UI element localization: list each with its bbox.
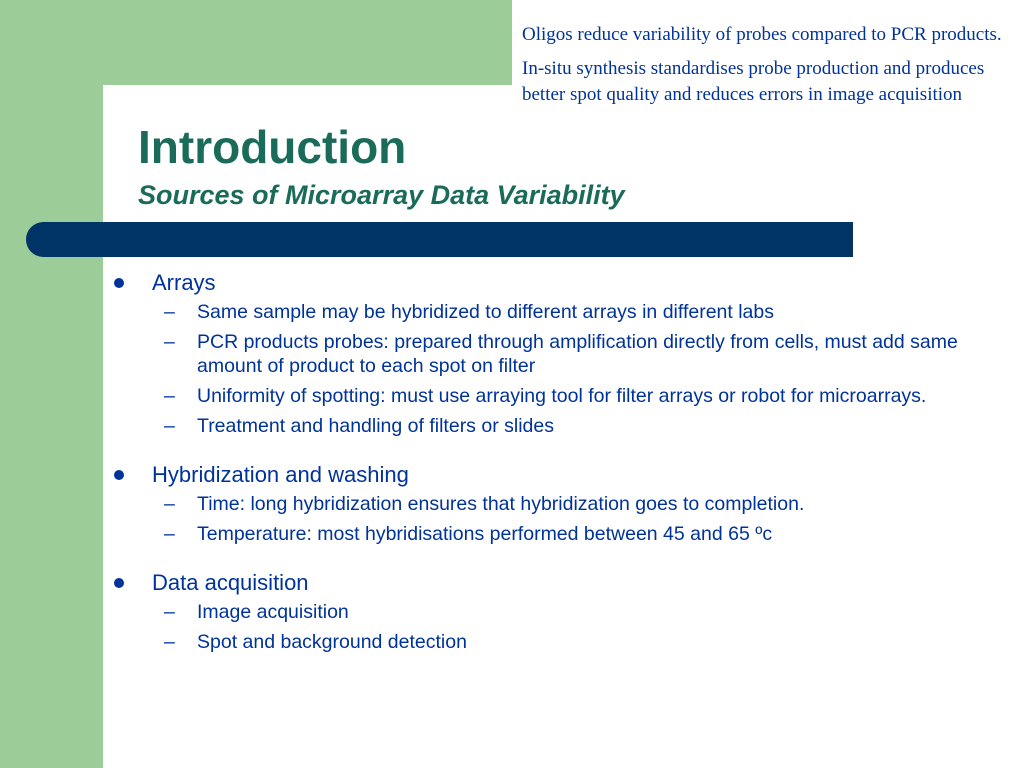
dash-icon: –	[164, 631, 175, 653]
sub-bullet-item	[112, 630, 992, 654]
bullet-text: Hybridization and washing	[152, 462, 409, 487]
bullet-group-hybridization	[112, 460, 992, 546]
sub-bullet-text: Uniformity of spotting: must use arraying tool for filter arrays or robot for microarrays.	[197, 385, 927, 407]
sub-bullet-item	[112, 522, 992, 546]
dash-icon: –	[164, 415, 175, 437]
dash-icon: –	[164, 331, 175, 353]
sub-bullet-text: Spot and background detection	[197, 631, 467, 653]
sub-bullet-list	[112, 300, 992, 438]
dash-icon: –	[164, 301, 175, 323]
sub-bullet-item	[112, 414, 992, 438]
sub-bullet-item	[112, 300, 992, 324]
dash-icon: –	[164, 493, 175, 515]
sub-bullet-text: Image acquisition	[197, 601, 349, 623]
top-green-band	[103, 0, 512, 85]
bullet-group-arrays	[112, 268, 992, 438]
dash-icon: –	[164, 523, 175, 545]
bullet-text: Arrays	[152, 270, 216, 295]
bullet-text: Data acquisition	[152, 570, 309, 595]
sub-bullet-list	[112, 600, 992, 654]
bullet-item	[112, 460, 992, 490]
left-green-band	[0, 0, 103, 768]
slide-title: Introduction	[138, 121, 407, 173]
slide-subtitle: Sources of Microarray Data Variability	[138, 180, 625, 210]
sub-bullet-item	[112, 330, 992, 378]
bullet-list	[112, 268, 992, 676]
note-paragraph: In-situ synthesis standardises probe production and produces better spot quality and reduces errors in image acquisition	[522, 58, 985, 105]
sub-bullet-item	[112, 384, 992, 408]
sub-bullet-text: Time: long hybridization ensures that hybridization goes to completion.	[197, 493, 805, 515]
sub-bullet-list	[112, 492, 992, 546]
bullet-dot-icon	[114, 578, 124, 588]
note-paragraph: Oligos reduce variability of probes compared to PCR products.	[522, 24, 1002, 45]
sub-bullet-text: PCR products probes: prepared through amplification directly from cells, must add same amount of product to each spot on filter	[197, 331, 958, 377]
annotation-note	[522, 22, 1002, 116]
sub-bullet-text: Same sample may be hybridized to different arrays in different labs	[197, 301, 774, 323]
bullet-dot-icon	[114, 470, 124, 480]
bullet-item	[112, 568, 992, 598]
bullet-group-data-acquisition	[112, 568, 992, 654]
bullet-dot-icon	[114, 278, 124, 288]
sub-bullet-text: Temperature: most hybridisations performed between 45 and 65 ºc	[197, 523, 773, 545]
sub-bullet-item	[112, 600, 992, 624]
sub-bullet-item	[112, 492, 992, 516]
dash-icon: –	[164, 601, 175, 623]
title-divider-bar	[26, 222, 853, 257]
bullet-item	[112, 268, 992, 298]
sub-bullet-text: Treatment and handling of filters or slides	[197, 415, 554, 437]
dash-icon: –	[164, 385, 175, 407]
